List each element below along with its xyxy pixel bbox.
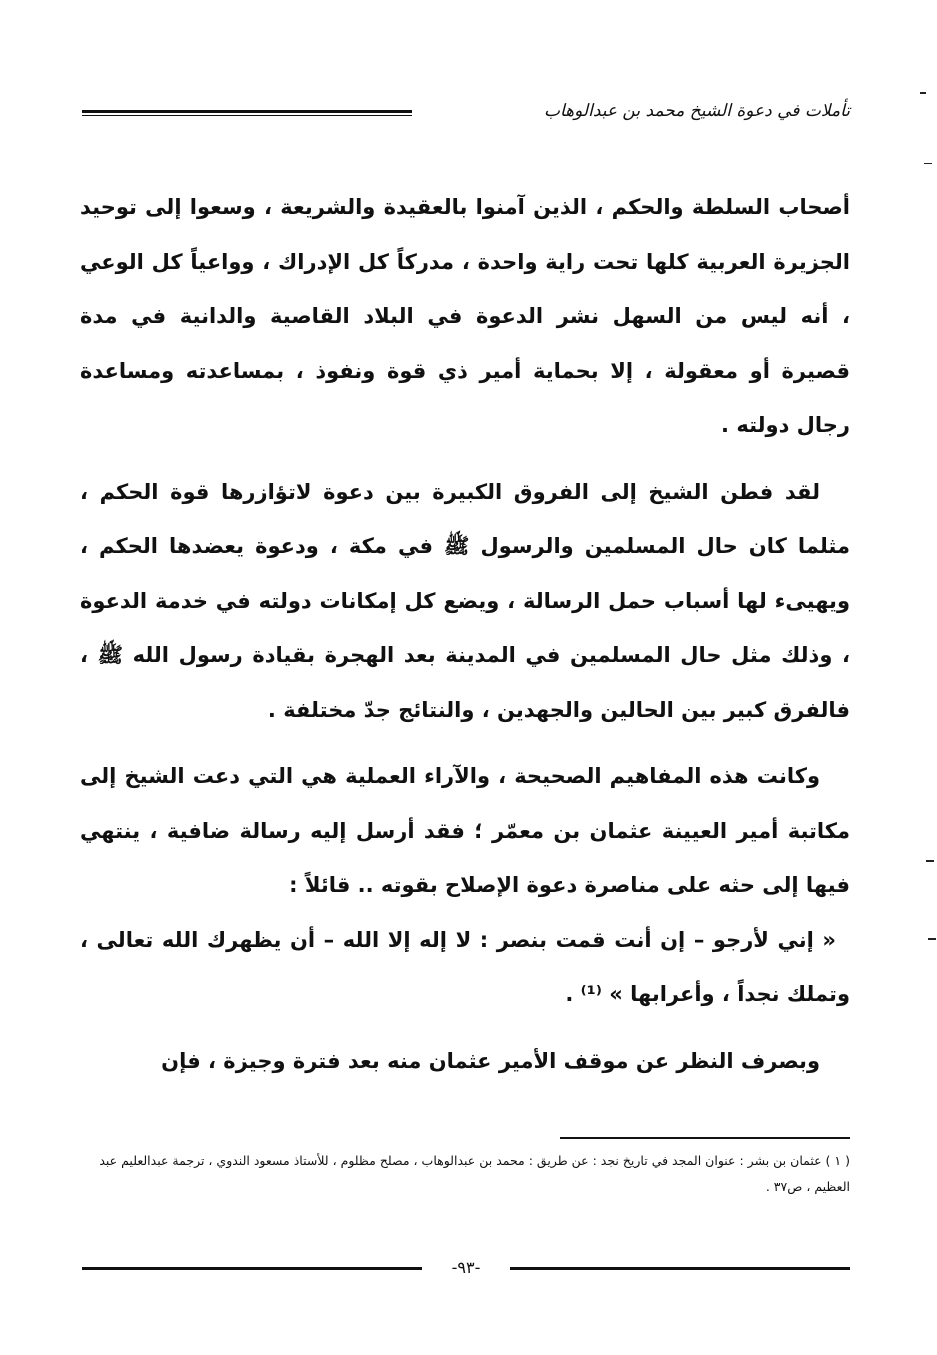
quote-paragraph: « إني لأرجو – إن أنت قمت بنصر : لا إله إلا الله – أن يظهرك الله تعالى ، وتملك نجداً ، وأعرابها » ⁽¹⁾ . — [80, 927, 850, 1006]
paragraph-5: وبصرف النظر عن موقف الأمير عثمان منه بعد فترة وجيزة ، فإن — [161, 1048, 820, 1073]
running-header — [82, 98, 850, 126]
body-text — [80, 180, 850, 1088]
footnote: ( ١ ) عثمان بن بشر : عنوان المجد في تاريخ نجد : عن طريق : محمد بن عبدالوهاب ، مصلح مظلوم ، للأستاذ مسعود الندوي ، ترجمة عبدالعليم عبد العظيم ، ص٣٧ . — [99, 1153, 850, 1194]
header-rule-thin — [82, 115, 412, 116]
page-number: -٩٣- — [451, 1258, 481, 1277]
footer-rule-right — [510, 1267, 850, 1270]
header-rule — [82, 110, 412, 113]
margin-mark — [924, 163, 932, 164]
header-title: تأملات في دعوة الشيخ محمد بن عبدالوهاب — [544, 101, 850, 121]
paragraph-3: وكانت هذه المفاهيم الصحيحة ، والآراء العملية هي التي دعت الشيخ إلى مكاتبة أمير العيينة عثمان بن معمّر ؛ فقد أرسل إليه رسالة ضافية ، ينتهي فيها إلى حثه على مناصرة دعوة الإصلاح بقوته .. قائلاً : — [80, 764, 850, 897]
margin-mark — [928, 938, 936, 940]
footnote-rule — [560, 1137, 850, 1139]
footer-rule-left — [82, 1267, 422, 1270]
page-footer — [82, 1256, 850, 1280]
margin-mark — [920, 92, 926, 94]
margin-mark — [926, 860, 934, 862]
paragraph-2: لقد فطن الشيخ إلى الفروق الكبيرة بين دعوة لاتؤازرها قوة الحكم ، مثلما كان حال المسلمين والرسول ﷺ في مكة ، ودعوة يعضدها الحكم ، ويهيىء لها أسباب حمل الرسالة ، ويضع كل إمكانات دولته في خدمة الدعوة ، وذلك مثل حال المسلمين في المدينة بعد الهجرة بقيادة رسول الله ﷺ ، فالفرق كبير بين الحالين والجهدين ، والنتائج جدّ مختلفة . — [80, 479, 850, 722]
paragraph-1: أصحاب السلطة والحكم ، الذين آمنوا بالعقيدة والشريعة ، وسعوا إلى توحيد الجزيرة العربية كلها تحت راية واحدة ، مدركاً كل الإدراك ، وواعياً كل الوعي ، أنه ليس من السهل نشر الدعوة في البلاد القاصية والدانية في مدة قصيرة أو معقولة ، إلا بحماية أمير ذي قوة ونفوذ ، بمساعدته ومساعدة رجال دولته . — [80, 195, 850, 437]
